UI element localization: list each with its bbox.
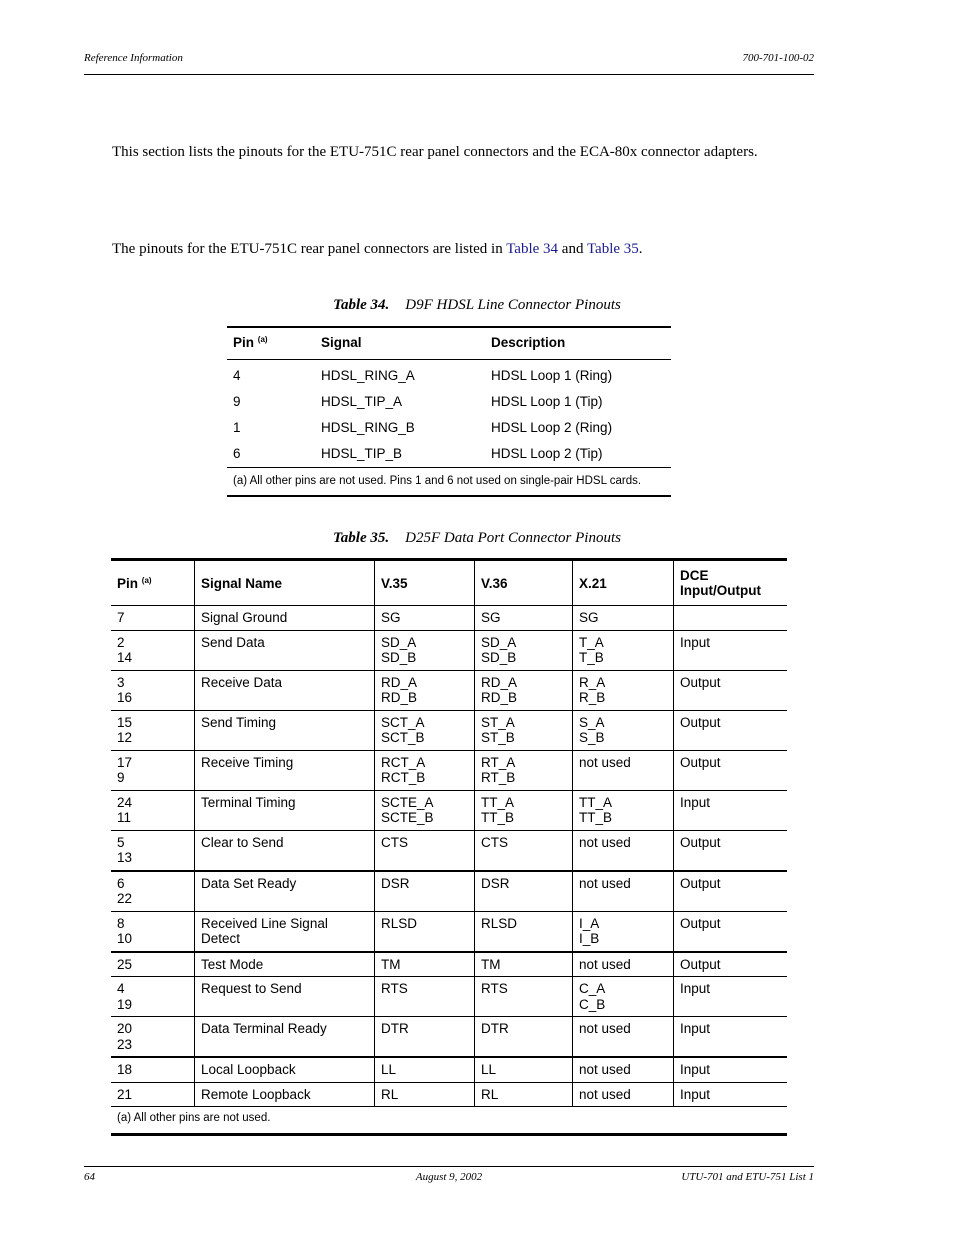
table-35-cell: Output	[674, 750, 788, 790]
table-35-row	[111, 630, 787, 670]
table-35	[111, 558, 787, 1136]
running-footer	[84, 1166, 814, 1183]
table-34-cell: HDSL_TIP_B	[321, 446, 403, 461]
table-35-header-signal-name: Signal Name	[195, 560, 375, 606]
table-34-cell: HDSL Loop 1 (Tip)	[491, 394, 603, 409]
table-35-cell: DSR	[375, 871, 475, 912]
table-34-cell: 1	[233, 420, 241, 435]
table-35-header-row	[111, 560, 787, 606]
table-35-cell: 5 13	[111, 830, 195, 871]
table-34-row	[227, 389, 671, 415]
table-34-cell: HDSL_TIP_A	[321, 394, 403, 409]
table-35-cell: not used	[573, 1082, 674, 1107]
table-35-cell: SG	[475, 606, 573, 631]
table-35-row	[111, 670, 787, 710]
table-35-header-x21: X.21	[573, 560, 674, 606]
table-35-cell: not used	[573, 830, 674, 871]
table-34-row	[227, 441, 671, 468]
table-35-cell: not used	[573, 750, 674, 790]
table-35-cell: 20 23	[111, 1017, 195, 1058]
table-34	[227, 326, 671, 497]
table-35-header-dce-io: DCE Input/Output	[674, 560, 788, 606]
table-35-cell: TM	[375, 952, 475, 977]
table-35-row	[111, 1057, 787, 1082]
table-34-footnote: (a) All other pins are not used. Pins 1 and 6 not used on single-pair HDSL cards.	[227, 468, 671, 497]
table-34-cell: HDSL Loop 2 (Ring)	[491, 420, 613, 435]
table-34-row	[227, 415, 671, 441]
table-35-row	[111, 1017, 787, 1058]
table-35-cell: RTS	[475, 977, 573, 1017]
table-34-cell: 4	[233, 368, 241, 383]
table-34-title: D9F HDSL Line Connector Pinouts	[405, 297, 621, 313]
table-34-cell: HDSL_RING_B	[321, 420, 415, 435]
table-35-cell: Input	[674, 790, 788, 830]
table-35-header-v35: V.35	[375, 560, 475, 606]
table-35-cell: not used	[573, 871, 674, 912]
table-35-cell: 6 22	[111, 871, 195, 912]
table-35-cell: RD_A RD_B	[375, 670, 475, 710]
table-35-cell: Output	[674, 952, 788, 977]
footer-date: August 9, 2002	[415, 1171, 483, 1183]
table-35-cell: 24 11	[111, 790, 195, 830]
table-34-footnote-row	[227, 468, 671, 497]
table-35-cell: Data Set Ready	[195, 871, 375, 912]
table-35-cell: 8 10	[111, 911, 195, 952]
table-35-cell: SD_A SD_B	[375, 630, 475, 670]
footnote-marker: (a)	[257, 335, 268, 344]
table-34-cell: HDSL_RING_A	[321, 368, 415, 383]
table-35-cell: SG	[573, 606, 674, 631]
table-35-cell: Input	[674, 1082, 788, 1107]
table-35-cell: Received Line Signal Detect	[195, 911, 375, 952]
table-35-cell: not used	[573, 952, 674, 977]
table-35-cell: 18	[111, 1057, 195, 1082]
table-35-cell: 4 19	[111, 977, 195, 1017]
table-35-caption	[0, 530, 954, 547]
table-35-cell: DSR	[475, 871, 573, 912]
pinouts-paragraph	[112, 241, 643, 258]
table-35-cell: LL	[375, 1057, 475, 1082]
table-35-cell: 2 14	[111, 630, 195, 670]
table-35-cell: 15 12	[111, 710, 195, 750]
table-35-cell: CTS	[475, 830, 573, 871]
table-35-cell: SG	[375, 606, 475, 631]
table-35-header-pin: Pin $^{(a)}$	[111, 560, 195, 606]
table-35-row	[111, 790, 787, 830]
table-35-cell: Clear to Send	[195, 830, 375, 871]
table-34-caption	[0, 297, 954, 314]
table-35-header-v36: V.36	[475, 560, 573, 606]
table-35-cell: Test Mode	[195, 952, 375, 977]
pinouts-text-middle: and	[558, 241, 587, 257]
table-35-cell: CTS	[375, 830, 475, 871]
table-35-cell: RL	[375, 1082, 475, 1107]
table-35-row	[111, 710, 787, 750]
table-35-row	[111, 830, 787, 871]
table-35-cell: Input	[674, 1017, 788, 1058]
table-35-footnote: (a) All other pins are not used.	[111, 1107, 787, 1135]
table-35-cell: Remote Loopback	[195, 1082, 375, 1107]
footnote-marker: (a)	[141, 575, 152, 585]
table-35-cell: 3 16	[111, 670, 195, 710]
table-35-cell: Receive Timing	[195, 750, 375, 790]
table-35-number: Table 35.	[333, 530, 390, 546]
table-35-cell: 25	[111, 952, 195, 977]
table-35-cell: Output	[674, 911, 788, 952]
table-35-link[interactable]: Table 35	[586, 241, 639, 257]
table-35-cell: Output	[674, 830, 788, 871]
table-35-cell: Input	[674, 630, 788, 670]
table-35-cell: R_A R_B	[573, 670, 674, 710]
table-35-cell: Send Timing	[195, 710, 375, 750]
table-34-row	[227, 360, 671, 390]
table-35-cell: SCTE_A SCTE_B	[375, 790, 475, 830]
table-35-cell: Output	[674, 670, 788, 710]
table-35-cell: Receive Data	[195, 670, 375, 710]
table-35-cell: SD_A SD_B	[475, 630, 573, 670]
pinouts-text-before: The pinouts for the ETU-751C rear panel connectors are listed in	[112, 241, 507, 257]
table-35-row	[111, 911, 787, 952]
footer-product: UTU-701 and ETU-751 List 1	[681, 1171, 814, 1183]
table-35-cell: RD_A RD_B	[475, 670, 573, 710]
footer-page-number: 64	[84, 1171, 95, 1183]
table-35-cell: Request to Send	[195, 977, 375, 1017]
table-35-cell: SCT_A SCT_B	[375, 710, 475, 750]
table-35-cell: ST_A ST_B	[475, 710, 573, 750]
table-34-link[interactable]: Table 34	[506, 241, 559, 257]
table-35-cell: DTR	[375, 1017, 475, 1058]
table-34-header-description: Description	[485, 327, 671, 360]
table-35-row	[111, 871, 787, 912]
table-35-row	[111, 1082, 787, 1107]
table-35-cell: TT_A TT_B	[475, 790, 573, 830]
table-35-footnote-row	[111, 1107, 787, 1135]
table-35-cell: not used	[573, 1057, 674, 1082]
table-35-cell: 21	[111, 1082, 195, 1107]
table-34-number: Table 34.	[333, 297, 390, 313]
table-35-cell: Send Data	[195, 630, 375, 670]
table-35-cell: S_A S_B	[573, 710, 674, 750]
table-35-cell: Local Loopback	[195, 1057, 375, 1082]
running-header	[84, 52, 814, 75]
table-35-cell: I_A I_B	[573, 911, 674, 952]
table-34-cell: HDSL Loop 2 (Tip)	[491, 446, 603, 461]
table-34-header-signal: Signal	[315, 327, 485, 360]
table-35-cell: Data Terminal Ready	[195, 1017, 375, 1058]
table-35-title: D25F Data Port Connector Pinouts	[405, 530, 621, 546]
table-35-cell: RTS	[375, 977, 475, 1017]
table-35-cell: Input	[674, 977, 788, 1017]
table-35-row	[111, 606, 787, 631]
table-34-cell: 6	[233, 446, 241, 461]
table-35-cell: not used	[573, 1017, 674, 1058]
table-35-cell: Terminal Timing	[195, 790, 375, 830]
table-35-cell: RT_A RT_B	[475, 750, 573, 790]
intro-paragraph: This section lists the pinouts for the ETU-751C rear panel connectors and the ECA-80x connector adapters.	[112, 144, 758, 160]
table-35-cell	[674, 606, 788, 631]
header-document-number: 700-701-100-02	[742, 52, 814, 64]
header-section-title: Reference Information	[84, 52, 183, 64]
table-35-cell: Output	[674, 710, 788, 750]
table-35-cell: C_A C_B	[573, 977, 674, 1017]
pinouts-text-after: .	[638, 241, 643, 257]
table-35-cell: 7	[111, 606, 195, 631]
table-35-cell: Signal Ground	[195, 606, 375, 631]
table-35-row	[111, 952, 787, 977]
table-35-cell: LL	[475, 1057, 573, 1082]
table-35-row	[111, 977, 787, 1017]
table-35-cell: RCT_A RCT_B	[375, 750, 475, 790]
table-35-cell: RL	[475, 1082, 573, 1107]
table-35-row	[111, 750, 787, 790]
table-34-cell: 9	[233, 394, 241, 409]
table-34-cell: HDSL Loop 1 (Ring)	[491, 368, 613, 383]
table-35-cell: RLSD	[475, 911, 573, 952]
table-35-cell: T_A T_B	[573, 630, 674, 670]
table-34-header-pin: Pin $^{(a)}$	[227, 327, 315, 360]
table-35-cell: Output	[674, 871, 788, 912]
table-35-cell: DTR	[475, 1017, 573, 1058]
table-35-cell: 17 9	[111, 750, 195, 790]
table-35-cell: TM	[475, 952, 573, 977]
table-35-cell: RLSD	[375, 911, 475, 952]
table-35-cell: Input	[674, 1057, 788, 1082]
table-35-cell: TT_A TT_B	[573, 790, 674, 830]
table-34-header-row	[227, 327, 671, 360]
